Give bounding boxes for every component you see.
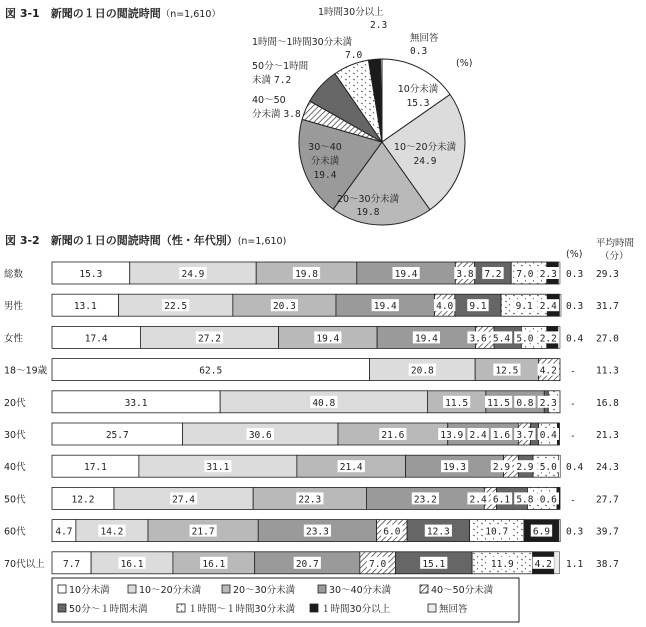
value-label: 6.1 [492, 494, 511, 506]
value-label: 3.7 [516, 430, 534, 441]
pie-label: 40～50 [252, 95, 286, 106]
legend-label: 40～50分未満 [431, 585, 494, 596]
value-label: 20.8 [410, 365, 434, 377]
value-label: 5.8 [516, 494, 534, 506]
row-label: 18～19歳 [4, 365, 48, 377]
legend-label: 無回答 [439, 604, 468, 615]
pie-value: 3.8 [283, 109, 301, 120]
bar-segment [554, 552, 560, 574]
value-label: 33.1 [124, 397, 148, 409]
pie-unit: (%) [456, 58, 473, 69]
legend-swatch [177, 604, 185, 612]
bar-title: 図 3-2 新聞の１日の閲読時間（性・年代別）(n=1,610) [5, 234, 287, 247]
value-label: 19.3 [443, 462, 467, 474]
bar-unit: (%) [566, 249, 583, 260]
value-label: 2.9 [492, 462, 511, 474]
value-label: 13.9 [440, 430, 464, 441]
value-label: 14.2 [100, 526, 124, 538]
value-label: 19.4 [394, 269, 418, 280]
value-label: 20.7 [295, 558, 319, 570]
mean-value: 39.7 [596, 526, 619, 538]
value-label: 3.8 [456, 269, 474, 280]
pie-label: 50分～1時間 [252, 61, 309, 72]
value-label: 5.4 [492, 333, 511, 345]
legend-swatch [58, 604, 66, 612]
value-label: 5.0 [539, 462, 557, 474]
row-label: 30代 [4, 430, 26, 441]
value-label: 22.5 [164, 301, 188, 313]
legend-label: 20～30分未満 [233, 585, 296, 596]
value-label: 5.0 [516, 333, 534, 345]
row-label: 男性 [4, 301, 24, 313]
value-label: 15.1 [422, 558, 446, 570]
value-label: 6.0 [383, 526, 401, 538]
value-label: 17.1 [83, 462, 107, 474]
value-label: 4.2 [534, 558, 552, 570]
value-label: 2.9 [516, 462, 534, 474]
mean-value: 29.3 [596, 269, 619, 280]
pie-value: 24.9 [413, 156, 437, 167]
pie-value: 7.0 [345, 50, 363, 61]
pie-label: 30～40 [308, 142, 342, 153]
legend-swatch [58, 585, 66, 593]
legend-label: 10～20分未満 [139, 585, 202, 596]
value-label: 0.3 [566, 269, 584, 280]
row-label: 40代 [4, 462, 26, 474]
value-label: 30.6 [248, 430, 272, 441]
pie-value: 19.8 [356, 207, 380, 218]
value-label: 27.4 [172, 494, 196, 506]
pie-label: 分未満 [310, 156, 340, 167]
pie-label: 未満 7.2 [252, 75, 292, 86]
value-label: 0.3 [566, 526, 584, 538]
value-label: 2.2 [539, 333, 557, 345]
value-label: 20.3 [272, 301, 296, 313]
value-label: 62.5 [199, 365, 223, 377]
value-label: 31.1 [206, 462, 230, 474]
value-label: 21.6 [381, 430, 405, 441]
legend-swatch [222, 585, 230, 593]
value-label: 10.7 [485, 526, 509, 538]
pie-value: 15.3 [406, 98, 430, 109]
value-label: 0.4 [539, 430, 557, 441]
value-label: 4.7 [55, 526, 73, 538]
value-label: 11.5 [445, 397, 469, 409]
null-mark: - [570, 431, 576, 442]
legend-label: １時間30分以上 [321, 604, 391, 615]
value-label: 23.2 [413, 494, 437, 506]
value-label: 13.1 [73, 301, 97, 313]
pie-label: 10～20分未満 [393, 142, 457, 153]
value-label: 27.2 [198, 333, 221, 345]
value-label: 19.8 [295, 269, 318, 280]
value-label: 0.4 [566, 333, 584, 345]
value-label: 12.5 [495, 365, 519, 377]
value-label: 0.3 [566, 301, 584, 313]
legend-label: １時間～１時間30分未満 [188, 604, 296, 615]
value-label: 2.3 [539, 269, 557, 280]
value-label: 3.6 [469, 333, 487, 345]
pie-value: 19.4 [313, 170, 337, 181]
legend-swatch [128, 585, 136, 593]
legend-swatch [318, 585, 326, 593]
legend-label: 10分未満 [69, 585, 110, 596]
value-label: 1.1 [566, 558, 584, 570]
legend-swatch [428, 604, 436, 612]
value-label: 21.7 [191, 526, 215, 538]
value-label: 9.1 [515, 301, 533, 313]
value-label: 25.7 [105, 430, 129, 441]
pie-value: 2.3 [370, 20, 388, 31]
value-label: 16.1 [120, 558, 144, 570]
value-label: 15.3 [79, 269, 103, 280]
row-label: 総数 [4, 269, 24, 280]
pie-label: 1時間30分以上 [318, 7, 384, 18]
pie-label: 10分未満 [397, 84, 439, 95]
row-label: 50代 [4, 494, 26, 506]
pie-value: 0.3 [410, 46, 428, 57]
value-label: 17.4 [84, 333, 108, 345]
value-label: 11.5 [487, 397, 511, 409]
null-mark: - [570, 495, 576, 507]
mean-value: 27.0 [596, 333, 619, 345]
value-label: 12.3 [426, 526, 450, 538]
mean-value: 21.3 [596, 430, 619, 441]
row-label: 女性 [4, 333, 24, 345]
value-label: 19.4 [316, 333, 340, 345]
mean-header-2: （分） [600, 251, 629, 262]
mean-header-1: 平均時間 [596, 238, 635, 249]
value-label: 19.4 [414, 333, 438, 345]
mean-value: 16.8 [596, 397, 619, 409]
pie-title: 図 3-1 新聞の１日の閲読時間（n=1,610） [5, 7, 221, 20]
value-label: 7.0 [369, 558, 387, 570]
legend-label: 50分～１時間未満 [69, 604, 148, 615]
value-label: 0.8 [516, 397, 534, 409]
value-label: 12.2 [71, 494, 95, 506]
pie-label: 1時間～1時間30分未満 [252, 37, 353, 48]
value-label: 6.9 [532, 526, 551, 538]
null-mark: - [570, 366, 576, 378]
mean-value: 38.7 [596, 558, 619, 570]
value-label: 19.4 [373, 301, 397, 313]
legend-swatch [310, 604, 318, 612]
value-label: 16.1 [202, 558, 226, 570]
value-label: 7.7 [62, 558, 81, 570]
row-label: 20代 [4, 397, 26, 409]
value-label: 2.4 [469, 494, 487, 506]
row-label: 60代 [4, 526, 26, 538]
mean-value: 11.3 [596, 365, 619, 377]
value-label: 23.3 [305, 526, 329, 538]
value-label: 0.4 [566, 462, 584, 474]
value-label: 9.1 [469, 301, 487, 313]
mean-value: 31.7 [596, 301, 619, 313]
legend-label: 30～40分未満 [329, 585, 392, 596]
bar-segment [559, 520, 561, 542]
value-label: 22.3 [298, 494, 322, 506]
pie-label: 分未満 3.8 [252, 109, 301, 120]
null-mark: - [570, 398, 576, 410]
value-label: 7.2 [484, 269, 502, 280]
value-label: 11.9 [490, 558, 514, 570]
value-label: 0.6 [539, 494, 557, 506]
legend-swatch [420, 585, 428, 593]
value-label: 2.3 [539, 397, 557, 409]
value-label: 7.0 [516, 269, 534, 280]
value-label: 40.8 [312, 397, 336, 409]
row-label: 70代以上 [4, 558, 45, 570]
value-label: 4.0 [436, 301, 454, 313]
value-label: 4.2 [539, 365, 557, 377]
mean-value: 27.7 [596, 494, 619, 506]
bar-segment [559, 294, 561, 316]
pie-label: 無回答 [410, 33, 439, 44]
value-label: 24.9 [181, 269, 205, 280]
value-label: 2.4 [469, 430, 487, 441]
pie-value: 7.2 [274, 75, 292, 86]
mean-value: 24.3 [596, 462, 619, 474]
value-label: 21.4 [339, 462, 363, 474]
value-label: 2.4 [539, 301, 557, 313]
value-label: 1.6 [492, 430, 511, 441]
pie-label: 20～30分未満 [336, 194, 400, 205]
